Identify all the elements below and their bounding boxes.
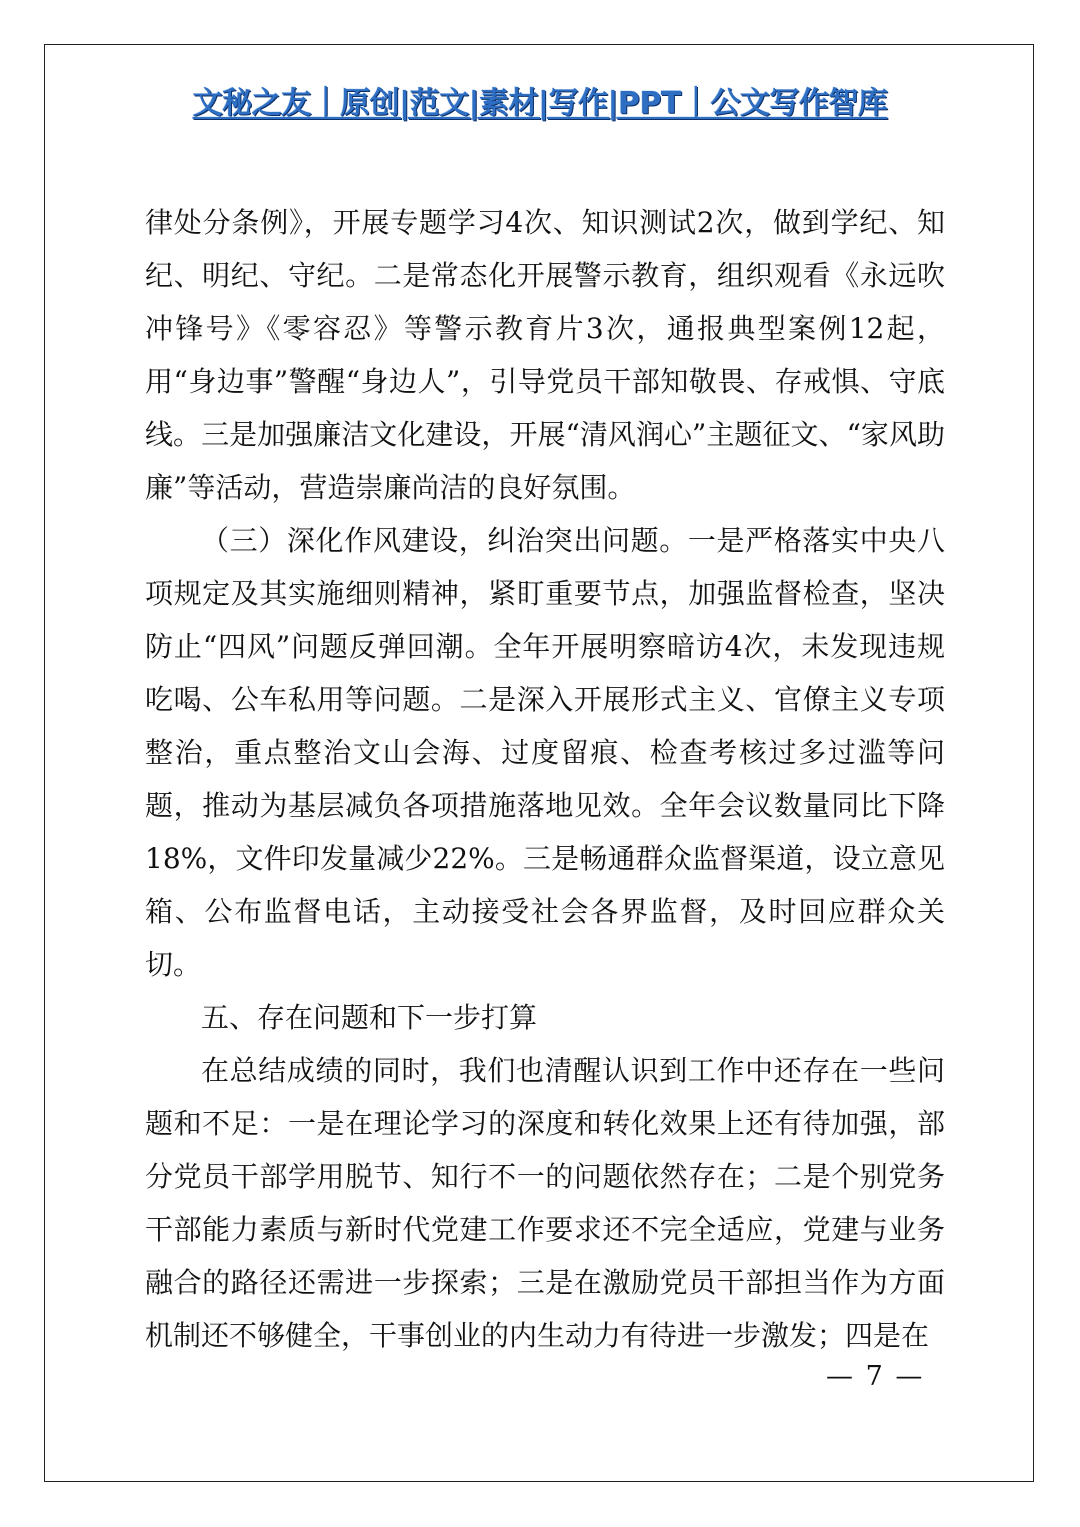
paragraph-work-style: （三）深化作风建设，纠治突出问题。一是严格落实中央八项规定及其实施细则精神，紧盯重要节点，加强监督检查，坚决防止“四风”问题反弹回潮。全年开展明察暗访4次，未发现违规吃喝、公车私用等问题。二是深入开展形式主义、官僚主义专项整治，重点整治文山会海、过度留痕、检查考核过多过滥等问题，推动为基层减负各项措施落地见效。全年会议数量同比下降18%，文件印发量减少22%。三是畅通群众监督渠道，设立意见箱、公布监督电话，主动接受社会各界监督，及时回应群众关切。 — [145, 524, 945, 981]
paragraph-problems: 在总结成绩的同时，我们也清醒认识到工作中还存在一些问题和不足：一是在理论学习的深度和转化效果上还有待加强，部分党员干部学用脱节、知行不一的问题依然存在；二是个别党务干部能力素质与新时代党建工作要求还不完全适应，党建与业务融合的路径还需进一步探索；三是在激励党员干部担当作为方面机制还不够健全，干事创业的内生动力有待进一步激发；四是在 — [145, 1054, 945, 1352]
paragraph-discipline-education: 律处分条例》，开展专题学习4次、知识测试2次，做到学纪、知纪、明纪、守纪。二是常态化开展警示教育，组织观看《永远吹冲锋号》《零容忍》等警示教育片3次，通报典型案例12起，用“身边事”警醒“身边人”，引导党员干部知敬畏、存戒惧、守底线。三是加强廉洁文化建设，开展“清风润心”主题征文、“家风助廉”等活动，营造崇廉尚洁的良好氛围。 — [145, 206, 945, 504]
document-body — [145, 196, 945, 1362]
section-heading-problems: 五、存在问题和下一步打算 — [201, 1001, 538, 1034]
page-number: — 7 — — [826, 1361, 925, 1392]
header-banner[interactable]: 文秘之友｜原创|范文|素材|写作|PPT｜公文写作智库 — [192, 86, 888, 121]
